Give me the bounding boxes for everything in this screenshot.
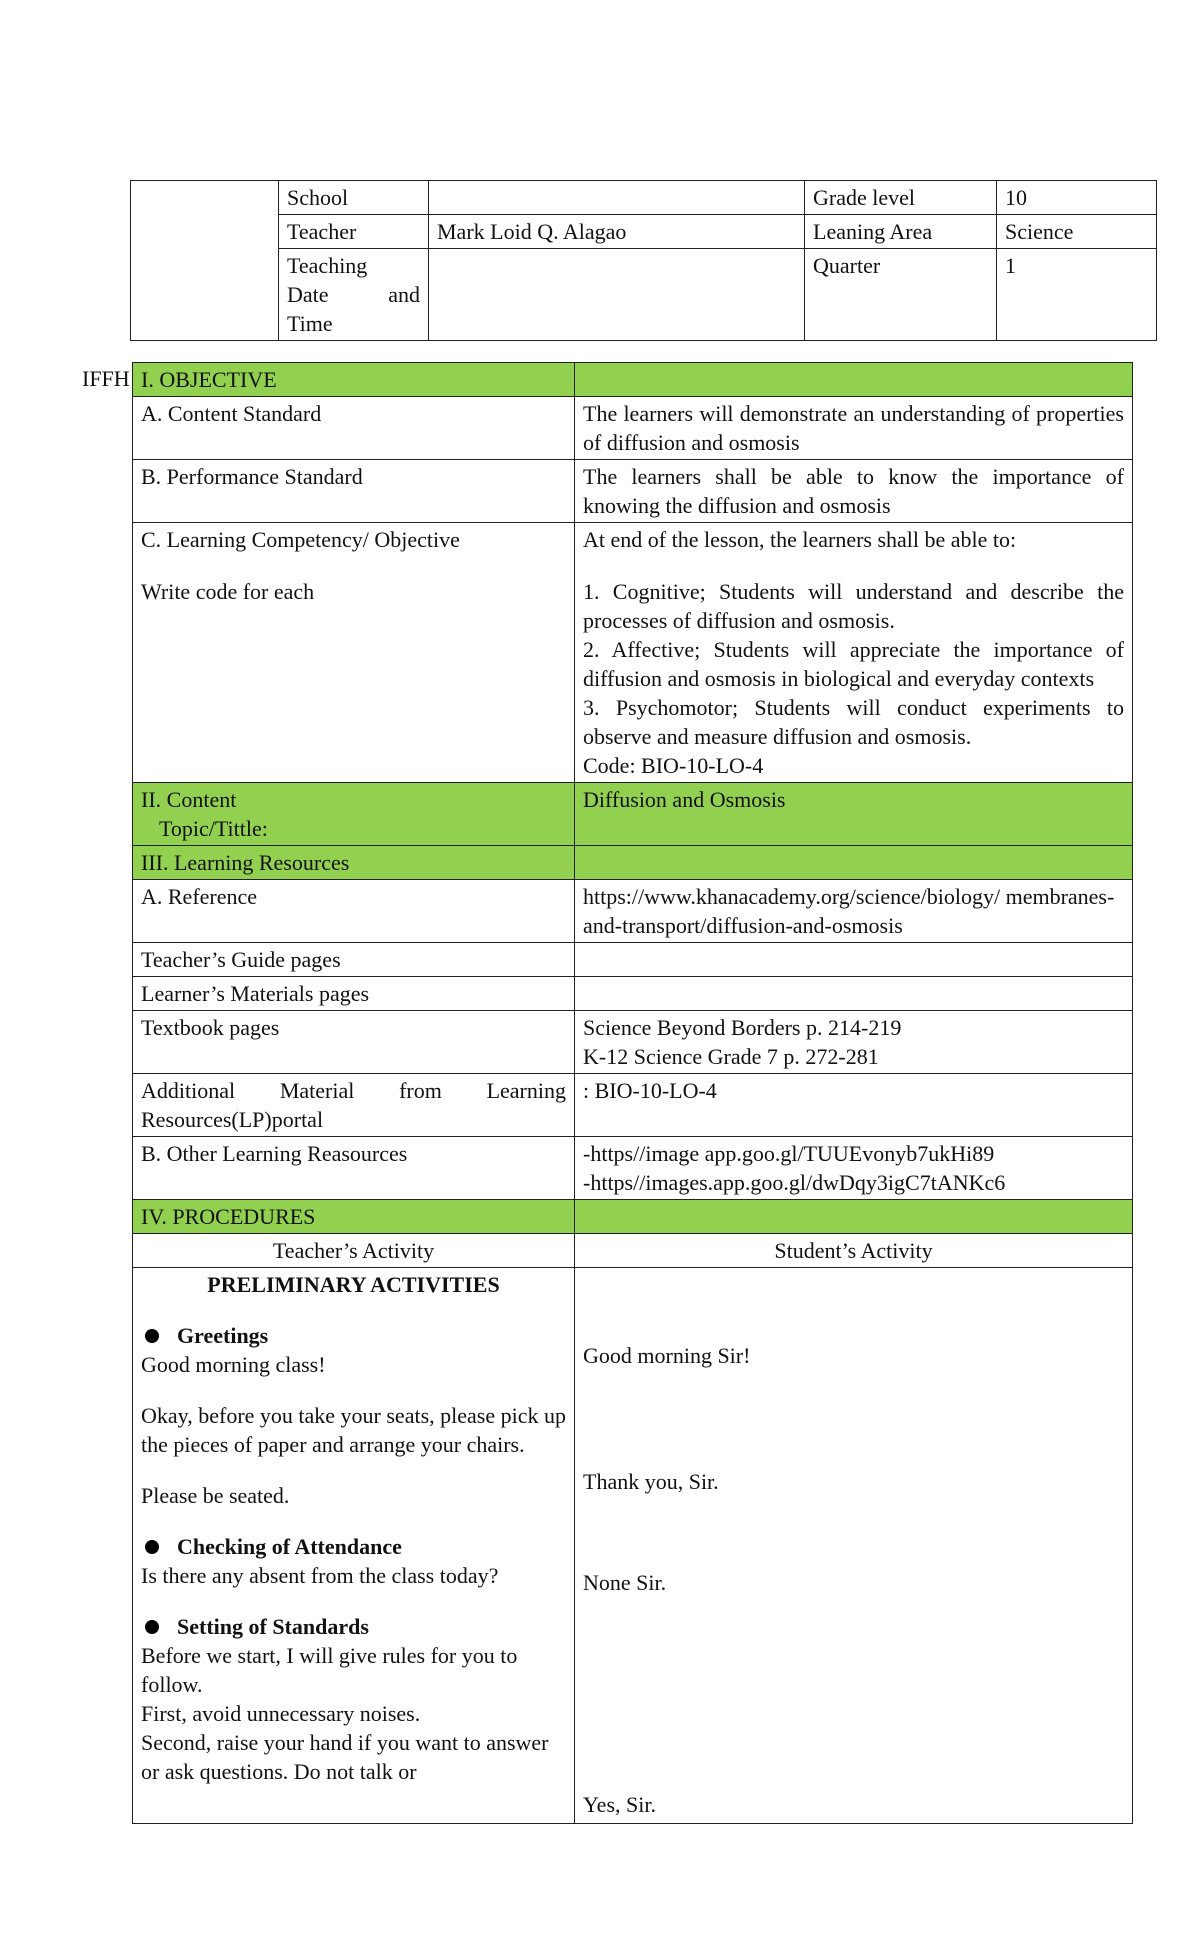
performance-standard-value: The learners shall be able to know the importance of knowing the diffusion and osmosis	[575, 460, 1133, 523]
procedures-heading: IV. PROCEDURES	[133, 1200, 575, 1234]
additional-material-value: : BIO-10-LO-4	[575, 1074, 1133, 1137]
teaching-label-line-3: Time	[287, 311, 333, 336]
header-info-table	[130, 180, 1157, 341]
blank-logo-cell	[131, 181, 279, 341]
school-label: School	[279, 181, 429, 215]
competency-note: Write code for each	[141, 579, 315, 604]
school-value	[429, 181, 805, 215]
textbook-value-cell	[575, 1011, 1133, 1074]
student-reply-2: Thank you, Sir.	[583, 1469, 719, 1494]
teaching-label-line-1: Teaching	[287, 253, 368, 278]
objective-heading: I. OBJECTIVE	[133, 363, 575, 397]
student-activity-cell	[575, 1268, 1133, 1824]
standards-title: Setting of Standards	[177, 1614, 369, 1639]
lesson-plan-table	[132, 362, 1133, 1824]
additional-material-label-2: Resources(LP)portal	[141, 1107, 324, 1132]
greetings-line: Good morning class!	[141, 1352, 326, 1377]
content-subheading: Topic/Tittle:	[159, 816, 268, 841]
teacher-activity-cell	[133, 1268, 575, 1824]
teaching-date-label	[279, 249, 429, 341]
textbook-value-1: Science Beyond Borders p. 214-219	[583, 1015, 902, 1040]
learners-materials-value	[575, 977, 1133, 1011]
other-resources-value-1: -https//image app.goo.gl/TUUEvonyb7ukHi89	[583, 1141, 995, 1166]
area-value: Science	[997, 215, 1157, 249]
attendance-line: Is there any absent from the class today?	[141, 1563, 499, 1588]
preliminary-title: PRELIMINARY ACTIVITIES	[207, 1272, 500, 1297]
resources-heading: III. Learning Resources	[133, 846, 575, 880]
teaching-date-value	[429, 249, 805, 341]
competency-value-cell	[575, 523, 1133, 783]
competency-item: 2. Affective; Students will appreciate the importance of diffusion and osmosis in biological and everyday contexts	[583, 637, 1124, 691]
greetings-item	[141, 1321, 566, 1350]
teacher-label: Teacher	[279, 215, 429, 249]
bullet-icon	[145, 1620, 159, 1634]
stray-text: IFFH	[82, 366, 130, 391]
student-reply-3: None Sir.	[583, 1570, 667, 1595]
other-resources-label: B. Other Learning Reasources	[133, 1137, 575, 1200]
teachers-guide-label: Teacher’s Guide pages	[133, 943, 575, 977]
teaching-label-line-2	[287, 280, 420, 309]
greetings-title: Greetings	[177, 1323, 269, 1348]
bullet-icon	[145, 1329, 159, 1343]
attendance-item	[141, 1532, 566, 1561]
student-activity-header: Student’s Activity	[575, 1234, 1133, 1268]
quarter-value: 1	[997, 249, 1157, 341]
learners-materials-label: Learner’s Materials pages	[133, 977, 575, 1011]
standards-line-2: First, avoid unnecessary noises.	[141, 1701, 421, 1726]
resources-heading-blank	[575, 846, 1133, 880]
content-heading: II. Content	[141, 787, 237, 812]
competency-code: Code: BIO-10-LO-4	[583, 753, 764, 778]
reference-label: A. Reference	[133, 880, 575, 943]
teachers-guide-value	[575, 943, 1133, 977]
teaching-label-and: and	[388, 282, 420, 307]
grade-label: Grade level	[805, 181, 997, 215]
objective-heading-blank	[575, 363, 1133, 397]
area-label: Leaning Area	[805, 215, 997, 249]
performance-standard-label: B. Performance Standard	[133, 460, 575, 523]
quarter-label: Quarter	[805, 249, 997, 341]
bullet-icon	[145, 1540, 159, 1554]
student-reply-4: Yes, Sir.	[583, 1792, 656, 1817]
other-resources-value-cell	[575, 1137, 1133, 1200]
additional-material-label-1: Additional Material from Learning	[141, 1078, 566, 1103]
attendance-title: Checking of Attendance	[177, 1534, 402, 1559]
additional-material-cell	[133, 1074, 575, 1137]
procedures-heading-blank	[575, 1200, 1133, 1234]
content-topic-value: Diffusion and Osmosis	[575, 783, 1133, 846]
content-standard-value: The learners will demonstrate an understanding of properties of diffusion and osmosis	[575, 397, 1133, 460]
competency-item: 3. Psychomotor; Students will conduct experiments to observe and measure diffusion and osmosis.	[583, 695, 1124, 749]
teacher-activity-header: Teacher’s Activity	[133, 1234, 575, 1268]
standards-line-1: Before we start, I will give rules for you to follow.	[141, 1643, 518, 1697]
teaching-label-date: Date	[287, 282, 329, 307]
student-reply-1: Good morning Sir!	[583, 1343, 751, 1368]
competency-intro: At end of the lesson, the learners shall be able to:	[583, 527, 1017, 552]
textbook-label: Textbook pages	[133, 1011, 575, 1074]
competency-label-cell	[133, 523, 575, 783]
competency-item: 1. Cognitive; Students will understand and describe the processes of diffusion and osmosis.	[583, 579, 1124, 633]
textbook-value-2: K-12 Science Grade 7 p. 272-281	[583, 1044, 879, 1069]
standards-item	[141, 1612, 566, 1641]
standards-line-3: Second, raise your hand if you want to answer or ask questions. Do not talk or	[141, 1730, 549, 1784]
grade-value: 10	[997, 181, 1157, 215]
teacher-value: Mark Loid Q. Alagao	[429, 215, 805, 249]
reference-value: https://www.khanacademy.org/science/biology/ membranes-and-transport/diffusion-and-osmosis	[575, 880, 1133, 943]
content-standard-label: A. Content Standard	[133, 397, 575, 460]
seats-line: Okay, before you take your seats, please pick up the pieces of paper and arrange your chairs.	[141, 1403, 566, 1457]
content-heading-cell	[133, 783, 575, 846]
seated-line: Please be seated.	[141, 1483, 290, 1508]
other-resources-value-2: -https//images.app.goo.gl/dwDqy3igC7tANKc6	[583, 1170, 1006, 1195]
competency-label: C. Learning Competency/ Objective	[141, 527, 460, 552]
